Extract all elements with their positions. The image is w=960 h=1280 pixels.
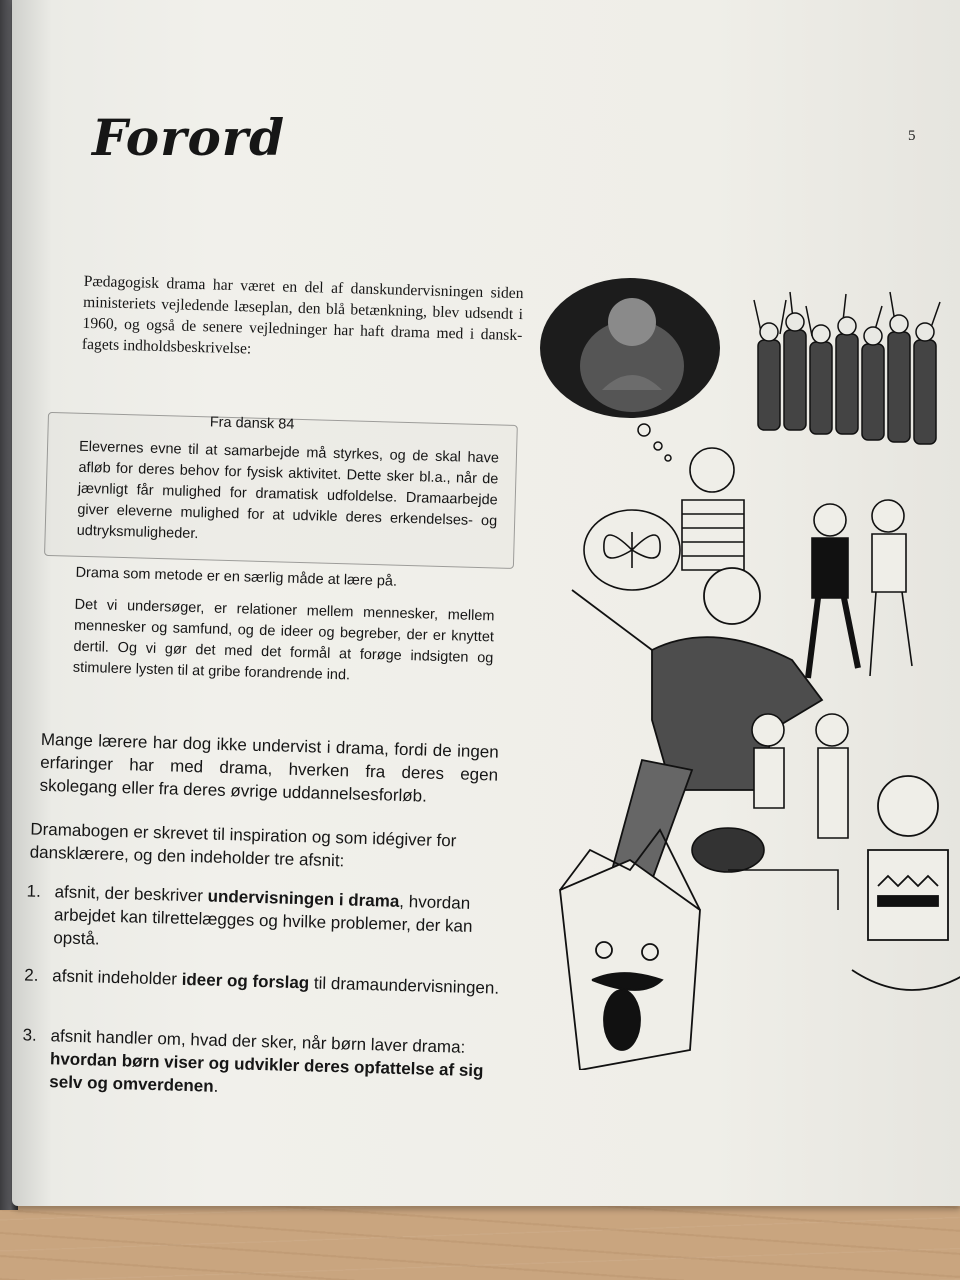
paper-bag-mask — [560, 830, 700, 1070]
dramabog-paragraph: Dramabogen er skrevet til inspiration og som idégiver for dansklærere, og den indeholder tre afsnit: — [29, 819, 457, 871]
central-boy — [572, 568, 822, 880]
section-text: afsnit handler om, hvad der sker, når børn laver drama: — [50, 1026, 466, 1057]
teachers-paragraph: Mange lærere har dog ikke undervist i drama, fordi de ingen erfaringer har med drama, hverken fra deres egen skolegang eller fra deres øvrige uddannelsesforløb. — [39, 729, 499, 806]
relations-paragraph: Det vi undersøger, er relationer mellem mennesker, mellem mennesker og samfund, og de ideer og begreber, der er knyttet dertil. Og vi gør det med det formål at forøge indsigten og stimulere lysten til at gribe forandrende ind. — [72, 596, 495, 684]
section-text: , hvordan arbejdet kan tilrettelægges og hvilke problemer, der kan opstå. — [53, 891, 473, 949]
section-item-3 — [21, 1023, 503, 1105]
quote-source-label: Fra dansk 84 — [209, 414, 295, 433]
section-body — [49, 1024, 503, 1106]
page-number: 5 — [908, 128, 916, 144]
section-number: 2. — [24, 965, 39, 985]
drama-illustration — [532, 270, 960, 1070]
butterfly-bubble — [584, 510, 680, 590]
dancing-kids — [808, 500, 912, 678]
section-body — [52, 964, 504, 1000]
striped-shirt-boy — [682, 448, 744, 570]
section-body — [53, 880, 507, 962]
section-list — [22, 879, 507, 1096]
section-item-1 — [25, 879, 507, 961]
cheering-children — [754, 292, 940, 444]
page-title: Forord — [92, 108, 286, 167]
section-item-2 — [24, 963, 504, 999]
section-number: 1. — [26, 881, 42, 901]
section-text: afsnit, der beskriver — [54, 882, 208, 906]
section-text: afsnit indeholder — [52, 966, 182, 989]
section-text: til dramaundervisningen. — [308, 973, 500, 998]
method-paragraph: Drama som metode er en særlig måde at lære på. — [75, 564, 398, 590]
thought-bubble-portrait — [540, 278, 720, 461]
intro-paragraph: Pædagogisk drama har været en del af danskundervisningen siden ministeriets vejledende læseplan, den blå betænkning, blev udsendt i 1960, og også de senere vejledninger har haft drama med i danskfagets indholdsbeskrivelse: — [81, 272, 524, 358]
section-text: . — [213, 1076, 219, 1096]
book-page — [12, 0, 960, 1206]
quote-text: Elevernes evne til at samarbejde må styrkes, og de skal have afløb for deres behov for fysisk aktivitet. Dette sker bl.a., når de jævnligt får mulighed for dramatisk udfoldelse. Dramaarbejde giver eleverne mulighed for at udvikle deres erkendelses- og udtryksmuligheder. — [76, 438, 500, 543]
section-emphasis: ideer og forslag — [181, 969, 310, 993]
text-column — [22, 270, 534, 1096]
section-emphasis: undervisningen i drama — [207, 886, 400, 911]
sitting-boy — [852, 776, 960, 990]
section-number: 3. — [22, 1025, 38, 1045]
section-emphasis: hvordan børn viser og udvikler deres opfattelse af sig selv og omverdenen — [49, 1049, 484, 1096]
